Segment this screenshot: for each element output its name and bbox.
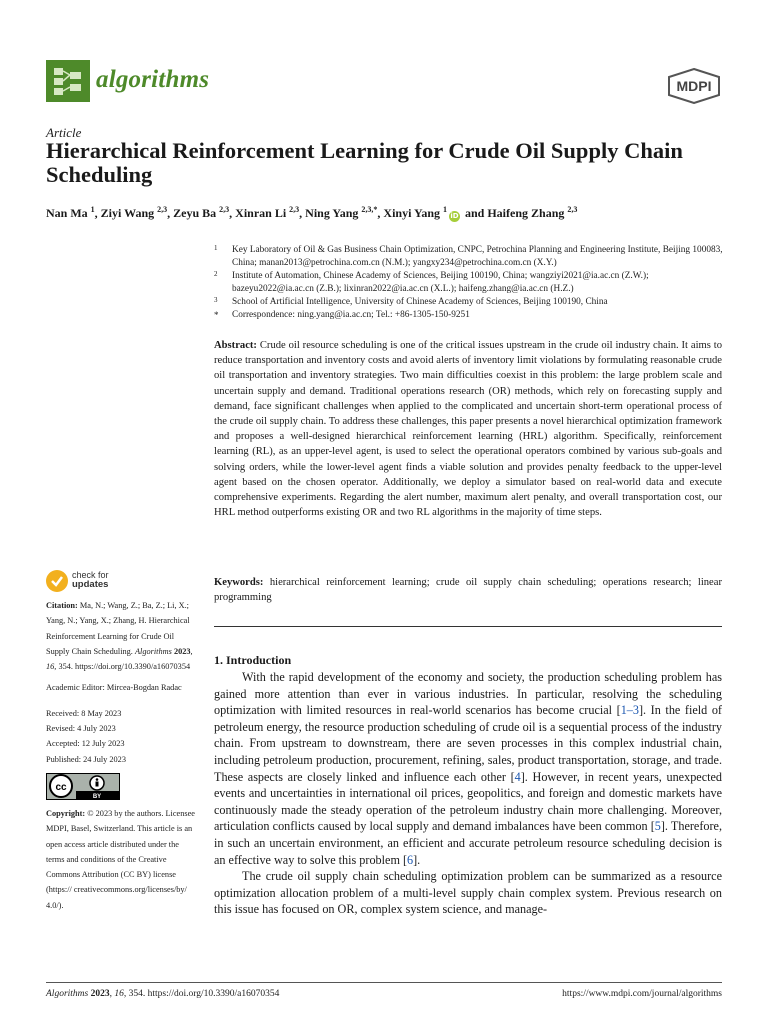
footer-divider xyxy=(46,982,722,983)
footer-volume: 16 xyxy=(114,989,124,999)
affiliation-mark: 2 xyxy=(214,270,218,278)
affiliation-text: Institute of Automation, Chinese Academy of Sciences, Beijing 100190, China; wangziyi2021@ia.ac.cn (Z.W.); bazeyu2022@ia.ac.cn (Z.B.); lixinran2022@ia.ac.cn (X.L.); haifeng.zhang@ia.ac.cn (H.Z.) xyxy=(232,271,649,294)
citation-volume: 16 xyxy=(46,662,55,672)
copyright-label: Copyright: xyxy=(46,808,86,818)
affiliation-item xyxy=(214,296,726,309)
abstract-label: Abstract: xyxy=(214,340,257,351)
author-affiliation: 2,3 xyxy=(157,205,168,214)
text-run: With the rapid development of the economy and society, the production scheduling problem has gained more attention than ever in various industries. In particular, resolving the scheduling optimization with limited resources in real-world scenarios has become crucial [ xyxy=(214,670,722,718)
check-updates-line2: updates xyxy=(72,579,109,590)
footer-year: 2023 xyxy=(90,989,110,999)
affiliation-mark: * xyxy=(214,310,219,320)
date-published: Published: 24 July 2023 xyxy=(46,754,126,764)
date-received: Received: 8 May 2023 xyxy=(46,708,122,718)
footer-citation: Algorithms 2023, 16, 354. https://doi.org/10.3390/a16070354 xyxy=(46,989,280,999)
check-updates-line1: check for xyxy=(72,570,109,580)
paragraph xyxy=(214,669,722,868)
author-list: Nan Ma $^1$, Ziyi Wang $^{2,3}$, Zeyu Ba $^{2,3}$, Xinran Li $^{2,3}$, Ning Yang $^{2,3,*}$, Xinyi Yang $^1$iD and Haifeng Zhang $^{2,3}$ xyxy=(46,205,578,220)
author-name: Xinyi Yang xyxy=(383,206,440,220)
citation-link[interactable]: 4 xyxy=(514,769,521,784)
text-run: ]. However, in recent years, unexpected events and uncertainties in international oil prices, geopolitics, and foreign and domestic markets have continuously made the steady operation of the petroleum industry chain more challenging. Moreover, articulation conflicts caused by local supply and demand imbalances have been common [ xyxy=(214,769,722,834)
citation-year: 2023 xyxy=(173,646,191,656)
publisher-name: MDPI xyxy=(676,78,712,94)
citation-link[interactable]: 1–3 xyxy=(620,703,639,718)
abstract-text: Crude oil resource scheduling is one of the critical issues upstream in the crude oil industry chain. It aims to reduce transportation and inventory costs and avoid alerts of inventory limit violations by formulating reasonable crude oil transportation and inventory strategies. Two main difficulties coexist in this problem: the large problem scale and uncertain supply and demand. Traditional operations research (OR) methods, which rely on forecasting supply and demand, face significant challenges when applied to the complicated and uncertain short-term operational process of the crude oil supply chain. To address these challenges, this paper presents a novel hierarchical optimization framework and proposes a well-designed hierarchical reinforcement learning (HRL) algorithm. Specifically, reinforcement learning (RL), as an upper-level agent, is used to select the operational operators combined by various sub-goals and solving orders, while the lower-level agent finds a viable solution and provides penalty feedback to the upper-level agent based on the chosen operator. Additionally, we deploy a simulator based on real-world data and execute comprehensive experiments. Regarding the alert number, maximum alert penalty, and overall transportation cost, our HRL method outperforms existing OR and two RL algorithms in the majority of time steps. xyxy=(214,340,722,519)
body-text xyxy=(214,669,722,918)
citation-text: Ma, N.; Wang, Z.; Ba, Z.; Li, X.; Yang, N.; Yang, X.; Zhang, H. Hierarchical Reinforcement Learning for Crude Oil Supply Chain Scheduling. xyxy=(46,601,190,656)
divider xyxy=(214,626,722,627)
footer-journal: Algorithms xyxy=(46,989,89,999)
text-run: ]. In the field of petroleum energy, the resource production scheduling of crude oil is a sequential process of the industry chain. From upstream to downstream, there are seven processes in this complex industrial chain, including petroleum production, procurement, refining, sales, product transportation, storage, and trade. These aspects are closely linked and influence each other [ xyxy=(214,703,722,784)
affiliation-text: Key Laboratory of Oil & Gas Business Chain Optimization, CNPC, Petrochina Planning and Engineering Institute, Beijing 100083, China; manan2013@petrochina.com.cn (N.M.); yangxy234@petrochina.com.cn (X.Y.) xyxy=(232,245,723,268)
footer-doi[interactable]: , 354. https://doi.org/10.3390/a16070354 xyxy=(123,989,280,999)
section-heading: 1. Introduction xyxy=(214,653,292,667)
author-affiliation: 1 xyxy=(443,205,447,214)
author-affiliation: 2,3 xyxy=(289,205,300,214)
copyright-text: © 2023 by the authors. Licensee MDPI, Basel, Switzerland. This article is an open access article distributed under the terms and conditions of the Creative Commons Attribution (CC BY) license (https:// creativecommons.org/licenses/by/ 4.0/). xyxy=(46,808,195,910)
academic-editor: Academic Editor: Mircea-Bogdan Radac xyxy=(46,683,182,693)
author-name: Ziyi Wang xyxy=(100,206,155,220)
cc-label: BY xyxy=(92,793,102,800)
mdpi-logo-icon xyxy=(666,68,722,104)
author-affiliation: 1 xyxy=(90,205,95,214)
journal-name: algorithms xyxy=(96,66,210,93)
citation-label: Citation: xyxy=(46,601,78,610)
abstract xyxy=(214,338,722,520)
affiliation-item xyxy=(214,309,726,322)
affiliation-item xyxy=(214,244,726,270)
citation-link[interactable]: 5 xyxy=(654,819,661,834)
svg-text:cc: cc xyxy=(55,781,67,793)
affiliation-mark: 1 xyxy=(214,244,218,252)
cc-by-license-icon[interactable] xyxy=(46,773,120,800)
affiliation-text: Correspondence: ning.yang@ia.ac.cn; Tel.: +86-1305-150-9251 xyxy=(232,310,470,320)
affiliations xyxy=(214,244,726,322)
citation-journal: Algorithms xyxy=(134,646,172,656)
author-name: Nan Ma xyxy=(46,206,88,220)
affiliation-item xyxy=(214,270,726,296)
keywords-label: Keywords: xyxy=(214,577,264,588)
date-revised: Revised: 4 July 2023 xyxy=(46,724,116,734)
author-affiliation: 2,3 xyxy=(567,205,578,214)
article-type: Article xyxy=(46,125,82,140)
affiliation-mark: 3 xyxy=(214,296,218,304)
copyright xyxy=(46,806,198,913)
author-name: and Haifeng Zhang xyxy=(465,206,565,220)
author-name: Ning Yang xyxy=(305,206,359,220)
footer-journal-url[interactable]: https://www.mdpi.com/journal/algorithms xyxy=(562,989,722,999)
check-for-updates-button[interactable] xyxy=(46,568,166,596)
article-sidebar xyxy=(46,598,198,913)
journal-logo-icon xyxy=(46,60,90,102)
citation-link[interactable]: 6 xyxy=(407,852,414,867)
paragraph: The crude oil supply chain scheduling optimization problem can be summarized as a resource optimization allocation problem of a multi-level supply chain complex system. Previous research on this issue has focused on OR, complex system science, and manage- xyxy=(214,869,722,917)
paper-title: Hierarchical Reinforcement Learning for Crude Oil Supply Chain Scheduling xyxy=(46,138,683,187)
author-affiliation: 2,3 xyxy=(219,205,230,214)
orcid-icon[interactable]: iD xyxy=(450,212,459,220)
date-accepted: Accepted: 12 July 2023 xyxy=(46,739,125,749)
author-name: Xinran Li xyxy=(235,206,287,220)
citation-doi[interactable]: , 354. https://doi.org/10.3390/a16070354 xyxy=(54,662,191,672)
keywords xyxy=(214,575,722,605)
author-name: Zeyu Ba xyxy=(173,206,217,220)
text-run: ]. Therefore, in such an uncertain environment, an efficient and accurate petroleum resource scheduling decision is an effective way to solve this problem [ xyxy=(214,819,722,867)
check-updates-icon xyxy=(46,570,68,592)
keywords-text: hierarchical reinforcement learning; crude oil supply chain scheduling; operations research; linear programming xyxy=(214,577,722,604)
author-affiliation: 2,3,* xyxy=(361,205,378,214)
citation: Citation: Ma, N.; Wang, Z.; Ba, Z.; Li, X.; Yang, N.; Yang, X.; Zhang, H. Hierarchical Reinforcement Learning for Crude Oil Supply Chain Scheduling. Algorithms 2023, 16, 354. https://doi.org/10.3390/a16070354 xyxy=(46,601,193,672)
affiliation-text: School of Artificial Intelligence, University of Chinese Academy of Sciences, Beijing 100190, China xyxy=(232,297,608,307)
text-run: ]. xyxy=(413,852,421,867)
